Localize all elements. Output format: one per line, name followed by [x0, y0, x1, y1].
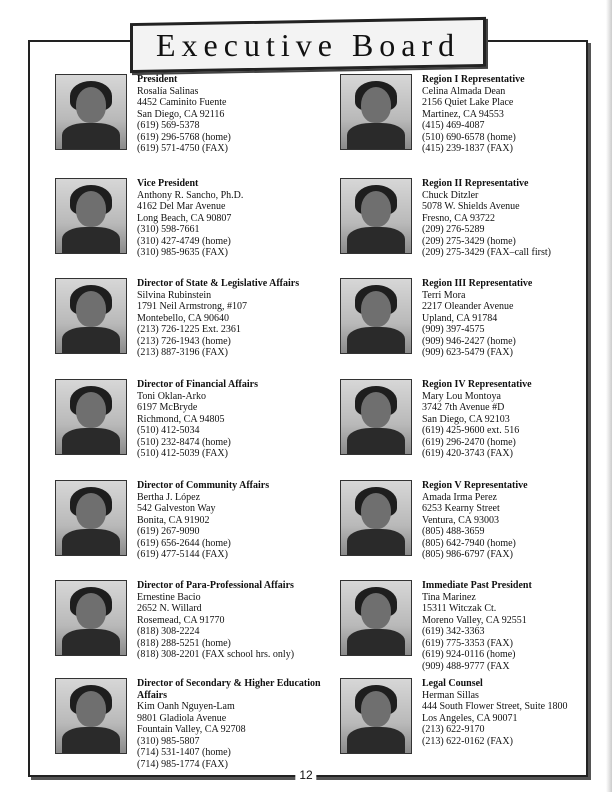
member-contact-line: Montebello, CA 90640: [137, 312, 229, 324]
member-contact-line: (619) 267-9090: [137, 526, 200, 537]
member-name: Tina Marinez: [422, 591, 476, 603]
member-contact-line: (619) 296-2470 (home): [422, 436, 516, 448]
member-contact-line: (209) 275-3429 (home): [422, 235, 516, 247]
member-contact-line: (805) 642-7940 (home): [422, 537, 516, 549]
member-role-title: Region V Representative: [422, 480, 528, 491]
member-contact-line: (213) 622-9170: [422, 724, 485, 735]
member-contact-line: 2217 Oleander Avenue: [422, 301, 514, 312]
member-name: Herman Sillas: [422, 689, 479, 701]
member-contact-line: (619) 342-3363: [422, 626, 485, 637]
member-name: Chuck Ditzler: [422, 189, 479, 201]
member-photo: [340, 678, 412, 754]
member-contact-line: (619) 656-2644 (home): [137, 537, 231, 549]
member-photo: [340, 278, 412, 354]
member-name: Silvina Rubinstein: [137, 289, 212, 301]
member-contact-line: (213) 887-3196 (FAX): [137, 347, 228, 358]
member-name: Mary Lou Montoya: [422, 390, 501, 402]
member-photo: [340, 379, 412, 455]
member-role-title: Region I Representative: [422, 74, 525, 85]
member-contact-line: (619) 477-5144 (FAX): [137, 549, 228, 560]
member-info: [422, 678, 612, 747]
member-info: [137, 480, 332, 561]
member-photo: [340, 178, 412, 254]
member-info: [137, 74, 332, 155]
member-contact-line: Martinez, CA 94553: [422, 108, 504, 120]
member-name: Celina Almada Dean: [422, 85, 506, 97]
member-contact-line: (213) 726-1943 (home): [137, 335, 231, 347]
member-contact-line: (415) 469-4087: [422, 120, 485, 131]
member-photo: [340, 580, 412, 656]
member-contact-line: 6253 Kearny Street: [422, 503, 500, 514]
member-contact-line: Rosemead, CA 91770: [137, 614, 225, 626]
member-contact-line: Moreno Valley, CA 92551: [422, 614, 527, 626]
member-photo: [340, 480, 412, 556]
member-photo: [55, 580, 127, 656]
member-role-title: Director of Community Affairs: [137, 480, 270, 491]
member-info: [422, 379, 612, 460]
member-role-title: Region III Representative: [422, 278, 533, 289]
member-role-title: President: [137, 74, 178, 85]
member-contact-line: (909) 397-4575: [422, 324, 485, 335]
member-info: [422, 480, 612, 561]
member-contact-line: (619) 775-3353 (FAX): [422, 637, 513, 649]
member-contact-line: (909) 946-2427 (home): [422, 335, 516, 347]
member-contact-line: 4162 Del Mar Avenue: [137, 201, 226, 212]
member-contact-line: (209) 276-5289: [422, 224, 485, 235]
member-role-title: Region IV Representative: [422, 379, 532, 390]
member-contact-line: 2652 N. Willard: [137, 603, 202, 614]
member-photo: [55, 678, 127, 754]
page-number: 12: [295, 768, 316, 782]
member-info: [137, 580, 332, 661]
member-role-title: Legal Counsel: [422, 678, 483, 689]
member-contact-line: (510) 690-6578 (home): [422, 131, 516, 143]
member-contact-line: (805) 488-3659: [422, 526, 485, 537]
member-info: [137, 678, 332, 770]
member-contact-line: (619) 296-5768 (home): [137, 131, 231, 143]
member-contact-line: (415) 239-1837 (FAX): [422, 143, 513, 154]
member-contact-line: (619) 425-9600 ext. 516: [422, 425, 520, 436]
member-contact-line: (209) 275-3429 (FAX–call first): [422, 247, 551, 258]
member-contact-line: Bonita, CA 91902: [137, 514, 210, 526]
member-info: [422, 278, 612, 359]
member-contact-line: (510) 412-5039 (FAX): [137, 448, 228, 459]
member-contact-line: (310) 985-5807: [137, 735, 200, 747]
member-contact-line: 5078 W. Shields Avenue: [422, 201, 520, 212]
member-contact-line: Fountain Valley, CA 92708: [137, 724, 246, 735]
member-name: Anthony R. Sancho, Ph.D.: [137, 189, 244, 201]
member-contact-line: (619) 420-3743 (FAX): [422, 448, 513, 459]
member-info: [422, 74, 612, 155]
member-contact-line: (714) 985-1774 (FAX): [137, 758, 228, 770]
member-name: Kim Oanh Nguyen-Lam: [137, 701, 235, 712]
member-photo: [55, 379, 127, 455]
member-contact-line: (714) 531-1407 (home): [137, 747, 231, 758]
member-photo: [55, 278, 127, 354]
member-role-title: Region II Representative: [422, 178, 529, 189]
member-contact-line: (909) 488-9777 (FAX: [422, 660, 510, 672]
member-contact-line: (213) 726-1225 Ext. 2361: [137, 324, 241, 335]
member-info: [137, 178, 332, 259]
member-contact-line: Richmond, CA 94805: [137, 413, 225, 425]
member-contact-line: (619) 569-5378: [137, 120, 200, 131]
member-contact-line: 1791 Neil Armstrong, #107: [137, 301, 247, 312]
member-info: [137, 379, 332, 460]
member-contact-line: Fresno, CA 93722: [422, 212, 496, 224]
title-banner: [130, 17, 486, 73]
member-name: Bertha J. López: [137, 491, 201, 503]
member-contact-line: 444 South Flower Street, Suite 1800: [422, 701, 568, 712]
member-role-title: Director of Secondary & Higher Education Affairs: [137, 678, 321, 701]
member-contact-line: San Diego, CA 92116: [137, 108, 225, 120]
member-contact-line: 4452 Caminito Fuente: [137, 97, 227, 108]
member-contact-line: (818) 308-2224: [137, 626, 200, 637]
member-contact-line: (310) 598-7661: [137, 224, 200, 235]
member-info: [137, 278, 332, 359]
member-contact-line: 3742 7th Avenue #D: [422, 402, 505, 413]
member-name: Amada Irma Perez: [422, 491, 497, 503]
member-contact-line: Upland, CA 91784: [422, 312, 498, 324]
member-contact-line: 542 Galveston Way: [137, 503, 216, 514]
member-role-title: Director of State & Legislative Affairs: [137, 278, 300, 289]
member-contact-line: (619) 571-4750 (FAX): [137, 143, 228, 154]
member-contact-line: (805) 986-6797 (FAX): [422, 549, 513, 560]
member-photo: [55, 480, 127, 556]
member-name: Rosalía Salinas: [137, 85, 199, 97]
page-title: Executive Board: [155, 26, 461, 63]
member-contact-line: Ventura, CA 93003: [422, 514, 499, 526]
member-role-title: Immediate Past President: [422, 580, 532, 591]
member-info: [422, 178, 612, 259]
member-contact-line: (619) 924-0116 (home): [422, 649, 516, 660]
member-photo: [55, 178, 127, 254]
member-role-title: Vice President: [137, 178, 199, 189]
member-contact-line: (510) 232-8474 (home): [137, 436, 231, 448]
member-contact-line: San Diego, CA 92103: [422, 413, 510, 425]
member-name: Terri Mora: [422, 289, 466, 301]
member-contact-line: 2156 Quiet Lake Place: [422, 97, 514, 108]
member-name: Ernestine Bacio: [137, 591, 201, 603]
member-contact-line: 15311 Witczak Ct.: [422, 603, 497, 614]
member-contact-line: (818) 288-5251 (home): [137, 637, 231, 649]
member-photo: [340, 74, 412, 150]
member-contact-line: (213) 622-0162 (FAX): [422, 735, 513, 747]
member-contact-line: Long Beach, CA 90807: [137, 212, 232, 224]
member-name: Toni Oklan-Arko: [137, 390, 207, 402]
member-contact-line: 6197 McBryde: [137, 402, 198, 413]
member-contact-line: (310) 427-4749 (home): [137, 235, 231, 247]
member-contact-line: (310) 985-9635 (FAX): [137, 247, 228, 258]
member-role-title: Director of Financial Affairs: [137, 379, 258, 390]
member-contact-line: (909) 623-5479 (FAX): [422, 347, 513, 358]
member-contact-line: (510) 412-5034: [137, 425, 200, 436]
member-contact-line: (818) 308-2201 (FAX school hrs. only): [137, 649, 295, 660]
member-info: [422, 580, 612, 672]
member-contact-line: 9801 Gladiola Avenue: [137, 712, 227, 724]
member-photo: [55, 74, 127, 150]
member-contact-line: Los Angeles, CA 90071: [422, 712, 518, 724]
member-role-title: Director of Para-Professional Affairs: [137, 580, 294, 591]
